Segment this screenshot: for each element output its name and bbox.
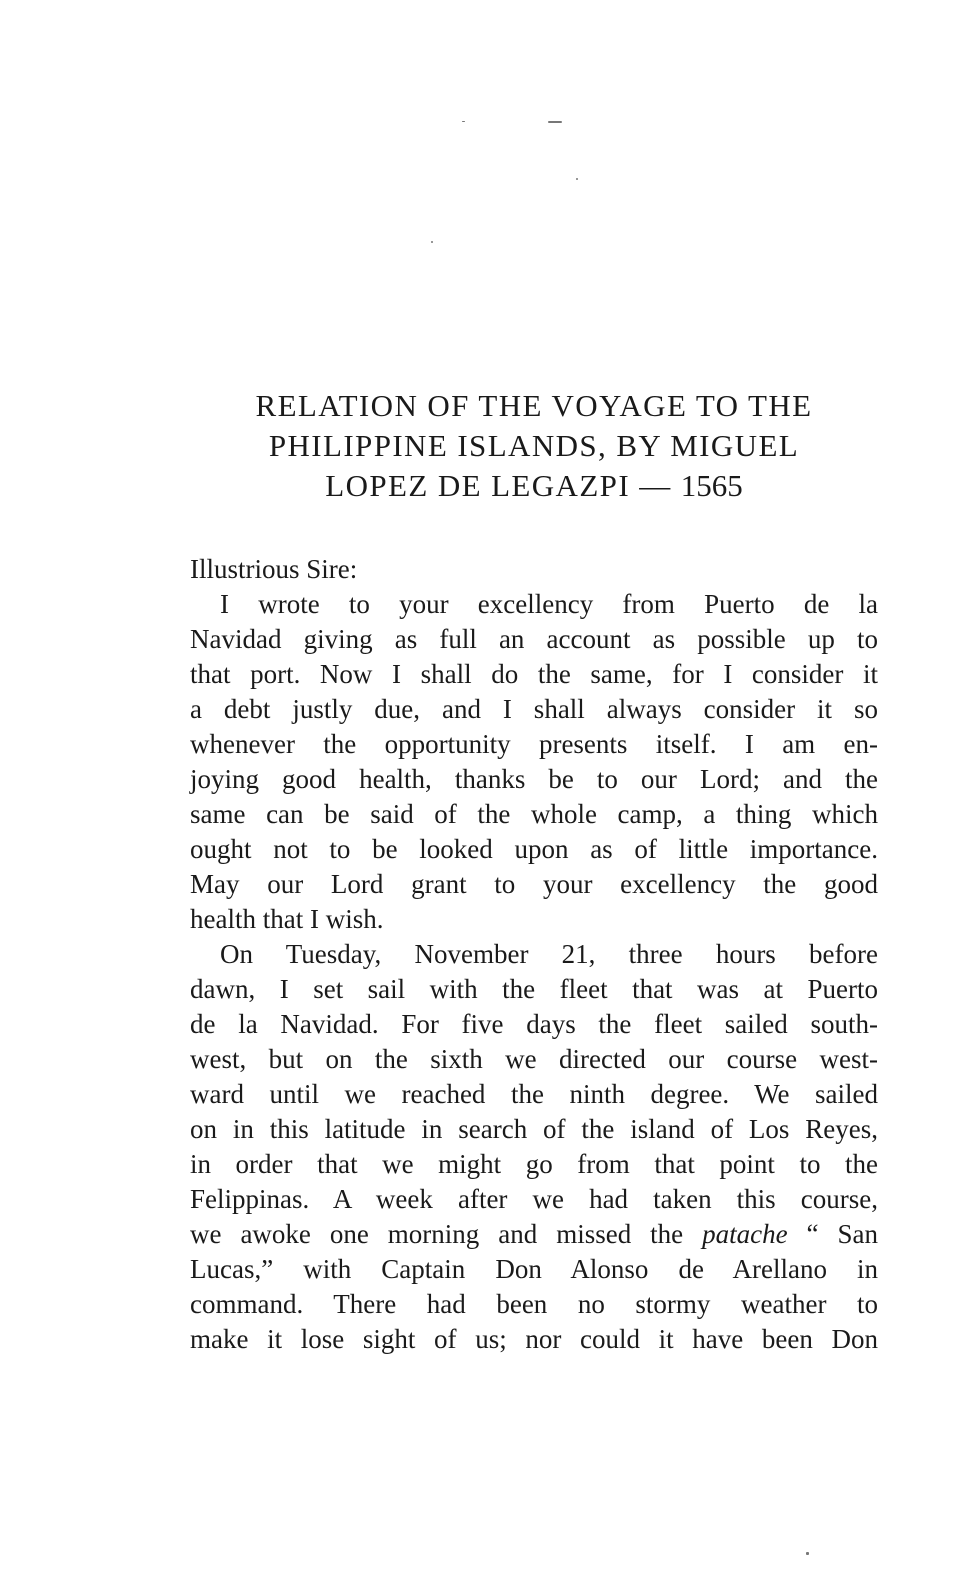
- paragraph-1-line: May our Lord grant to your excellency the good: [190, 869, 878, 899]
- italic-term: patache: [702, 1219, 788, 1249]
- paragraph-2-line: Lucas,” with Captain Don Alonso de Arellano in: [190, 1254, 878, 1284]
- paragraph-1-line: health that I wish.: [190, 904, 384, 934]
- chapter-title-line-2: PHILIPPINE ISLANDS, BY MIGUEL: [268, 428, 800, 463]
- paragraph-1-line: a debt justly due, and I shall always consider it so: [190, 694, 878, 724]
- paragraph-2-line: ward until we reached the ninth degree. We sailed: [190, 1079, 878, 1109]
- paragraph-2-line: [190, 1217, 878, 1252]
- paragraph-1-line: same can be said of the whole camp, a thing which: [190, 799, 878, 829]
- paragraph-2-line: on in this latitude in search of the island of Los Reyes,: [190, 1114, 878, 1144]
- paragraph-2-line: command. There had been no stormy weather to: [190, 1289, 878, 1319]
- paragraph-1-line: whenever the opportunity presents itself. I am en-: [190, 729, 878, 759]
- chapter-title-line-1: RELATION OF THE VOYAGE TO THE: [255, 388, 813, 423]
- paragraph-1-line: Navidad giving as full an account as possible up to: [190, 624, 878, 654]
- print-speck: [431, 241, 433, 243]
- paragraph-1-line: ought not to be looked upon as of little importance.: [190, 834, 878, 864]
- paragraph-1-line: I wrote to your excellency from Puerto de la: [220, 589, 878, 619]
- paragraph-2-line: de la Navidad. For five days the fleet sailed south-: [190, 1009, 878, 1039]
- chapter-title-line-3: [190, 466, 878, 506]
- paragraph-2-line: dawn, I set sail with the fleet that was at Puerto: [190, 974, 878, 1004]
- paragraph-2-line: make it lose sight of us; nor could it have been Don: [190, 1324, 878, 1354]
- print-speck: [462, 121, 465, 122]
- paragraph-1-line: that port. Now I shall do the same, for I consider it: [190, 659, 878, 689]
- print-speck: [806, 1552, 809, 1555]
- paragraph-2-line: Felippinas. A week after we had taken this course,: [190, 1184, 878, 1214]
- paragraph-1-line: joying good health, thanks be to our Lord; and the: [190, 764, 878, 794]
- body-text: [190, 552, 878, 1357]
- paragraph-2-line: west, but on the sixth we directed our course west-: [190, 1044, 878, 1074]
- line-text: we awoke one morning and missed the: [190, 1219, 703, 1249]
- chapter-title-year: 1565: [680, 468, 743, 503]
- salutation: Illustrious Sire:: [190, 554, 358, 584]
- paragraph-2-line: On Tuesday, November 21, three hours before: [220, 939, 878, 969]
- chapter-title-author: LOPEZ DE LEGAZPI —: [325, 468, 681, 503]
- chapter-title: [190, 386, 878, 506]
- print-speck: [548, 121, 562, 123]
- paragraph-2-line: in order that we might go from that point to the: [190, 1149, 878, 1179]
- line-text: “ San: [787, 1219, 878, 1249]
- print-speck: [576, 178, 578, 180]
